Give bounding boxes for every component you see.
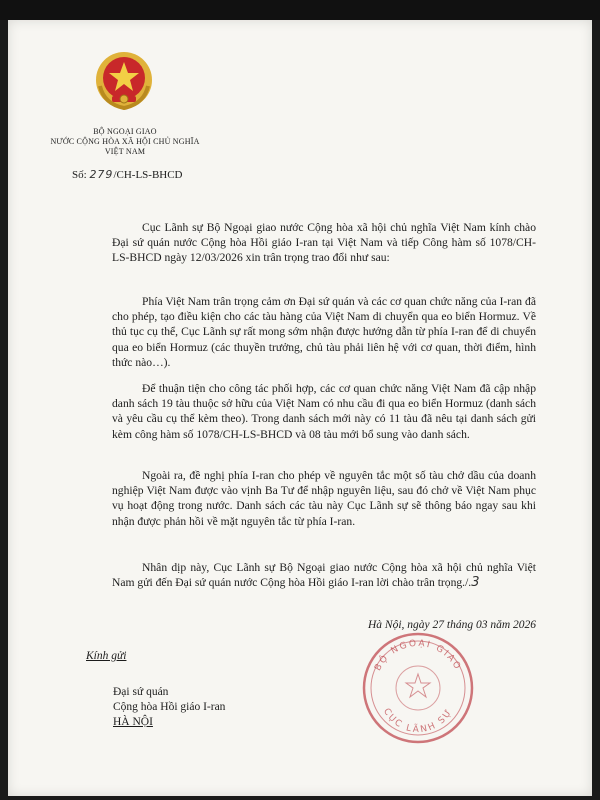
svg-text:BỘ NGOẠI GIAO: BỘ NGOẠI GIAO — [373, 638, 463, 673]
letterhead-country: NƯỚC CỘNG HÒA XÃ HỘI CHỦ NGHĨA — [50, 137, 200, 146]
letterhead-country-name: VIỆT NAM — [104, 147, 146, 156]
reference-prefix: Số: — [72, 169, 90, 181]
body-paragraph-closing — [112, 560, 536, 590]
reference-suffix: /CH-LS-BHCD — [113, 169, 183, 181]
official-seal-stamp — [358, 628, 478, 748]
body-paragraph: Cục Lãnh sự Bộ Ngoại giao nước Cộng hòa xã hội chủ nghĩa Việt Nam kính chào Đại sứ quán nước Cộng hòa Hồi giáo I-ran tại Việt Nam và tiếp Công hàm số 1078/CH-LS-BHCD ngày 12/03/2026 xin trân trọng trao đổi như sau: — [112, 221, 536, 265]
black-top-border — [0, 0, 600, 20]
letterhead-ministry: BỘ NGOẠI GIAO — [93, 127, 157, 136]
addressee-city: HÀ NỘI — [113, 716, 153, 728]
addressee-line: Đại sứ quán — [113, 686, 169, 698]
body-paragraph: Ngoài ra, đề nghị phía I-ran cho phép về nguyên tắc một số tàu chở dầu của doanh nghiệp Việt Nam được vào vịnh Ba Tư để nhập nguyên liệu, sau đó chở về Việt Nam phục vụ hoạt động trong nước. Danh sách các tàu này Cục Lãnh sự sẽ thông báo ngay sau khi nhận được phản hồi về mặt nguyên tắc từ phía I-ran. — [112, 469, 536, 528]
addressee-line: Cộng hòa Hồi giáo I-ran — [113, 701, 226, 713]
date-line: Hà Nội, ngày 27 tháng 03 năm 2026 — [367, 619, 536, 631]
body-paragraph: Để thuận tiện cho công tác phối hợp, các cơ quan chức năng Việt Nam đã cập nhập danh sách 19 tàu thuộc sở hữu của Việt Nam có nhu cầu đi qua eo biển Hormuz (danh sách và yêu cầu cụ thể kèm theo). Trong danh sách mới này có 11 tàu đã nêu tại danh sách gửi kèm công hàm số 1078/CH-LS-BHCD và 08 tàu mới bổ sung vào danh sách. — [112, 382, 536, 441]
svg-text:CỤC LÃNH SỰ: CỤC LÃNH SỰ — [380, 706, 456, 736]
handwritten-initial: 3 — [471, 575, 480, 591]
closing-text: Nhân dịp này, Cục Lãnh sự Bộ Ngoại giao nước Cộng hòa xã hội chủ nghĩa Việt Nam gửi đến Đại sứ quán nước Cộng hòa Hồi giáo I-ran lời chào trân trọng./. — [112, 561, 536, 590]
body-paragraph: Phía Việt Nam trân trọng cảm ơn Đại sứ quán và các cơ quan chức năng của I-ran đã cho phép, tạo điều kiện cho các tàu hàng của Việt Nam di chuyển qua eo biển Hormuz. Về thủ tục cụ thể, Cục Lãnh sự rất mong sớm nhận được hướng dẫn từ phía I-ran để di chuyển qua eo biển Hormuz (các thuyền trưởng, chủ tàu phải liên hệ với cơ quan, thời điểm, hình thức nào…). — [112, 295, 536, 369]
addressee-label: Kính gửi — [86, 650, 127, 662]
reference-number — [72, 168, 183, 181]
handwritten-number: 279 — [89, 168, 114, 181]
national-emblem-icon — [94, 50, 154, 112]
